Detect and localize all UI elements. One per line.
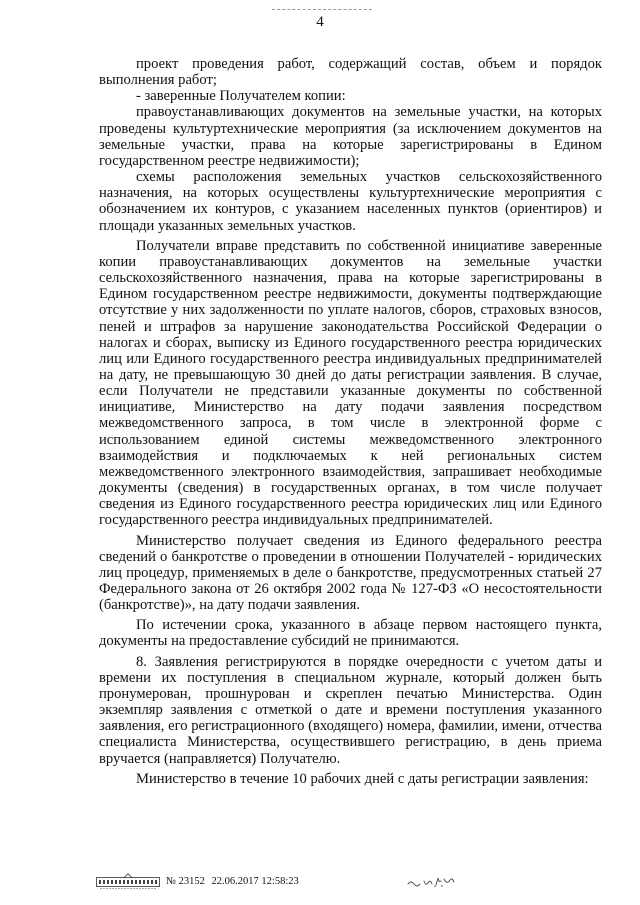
paragraph: правоустанавливающих документов на земельные участки, на которых проведены культуртехнические мероприятия (за исключением документов на земельные участки, права на которые зарегистрированы в Едином государственном реестре недвижимости); xyxy=(99,104,602,169)
paragraph: - заверенные Получателем копии: xyxy=(136,88,346,105)
paragraph: Получатели вправе представить по собственной инициативе заверенные копии правоустанавливающих документов на земельные участки сельскохозяйственного назначения, права на которые зарегистрированы в Едином государственном реестре недвижимости, документы подтверждающие отсутствие у них задолженности по уплате налогов, сборов, страховых взносов, пеней и штрафов за нарушение законодательства Российской Федерации о налогах и сборах, выписку из Единого государственного реестра юридических лиц или Единого государственного реестра индивидуальных предпринимателей на дату, не превышающую 30 дней до даты регистрации заявления. В случае, если Получатели не представили указанные документы по собственной инициативе, Министерство на дату подачи заявления посредством межведомственного запроса, в том числе в электронной форме с использованием единой системы межведомственного электронного взаимодействия и подключаемых к ней региональных систем межведомственного электронного взаимодействия, запрашивает необходимые документы (сведения) в государственных органах, в том числе получает сведения из Единого государственного реестра юридических лиц или Единого государственного реестра индивидуальных предпринимателей. xyxy=(99,237,602,529)
paragraph: схемы расположения земельных участков сельскохозяйственного назначения, на которых осуществлены культуртехнические мероприятия с обозначением их контуров, с указанием населенных пунктов (ориентиров) и площади указанных земельных участков. xyxy=(99,169,602,234)
top-divider xyxy=(272,9,372,10)
registration-info xyxy=(166,876,303,887)
handwritten-mark-icon xyxy=(406,873,460,889)
paragraph: По истечении срока, указанного в абзаце первом настоящего пункта, документы на предоставление субсидий не принимаются. xyxy=(99,617,602,650)
document-number: № 23152 xyxy=(166,876,205,887)
paragraph: Министерство в течение 10 рабочих дней с даты регистрации заявления: xyxy=(136,770,589,787)
registration-stamp-icon xyxy=(96,873,160,890)
page-number: 4 xyxy=(316,14,324,30)
document-body xyxy=(99,56,602,787)
paragraph: 8. Заявления регистрируются в порядке очередности с учетом даты и времени их поступления в специальном журнале, который должен быть пронумерован, прошнурован и скреплен печатью Министерства. Один экземпляр заявления с отметкой о дате и времени поступления указанного заявления, его регистрационного (входящего) номера, фамилии, имени, отчества специалиста Министерства, осуществившего регистрацию, в день приема вручается (направляется) Получателю. xyxy=(99,653,602,767)
paragraph: Министерство получает сведения из Единого федерального реестра сведений о банкротстве о проведении в отношении Получателей - юридических лиц процедур, применяемых в деле о банкротстве, предусмотренных статьей 27 Федерального закона от 26 октября 2002 года № 127-ФЗ «О несостоятельности (банкротстве)», на дату подачи заявления. xyxy=(99,532,602,614)
paragraph: проект проведения работ, содержащий состав, объем и порядок выполнения работ; xyxy=(99,56,602,89)
page-footer xyxy=(96,873,616,893)
registration-datetime: 22.06.2017 12:58:23 xyxy=(211,876,299,887)
